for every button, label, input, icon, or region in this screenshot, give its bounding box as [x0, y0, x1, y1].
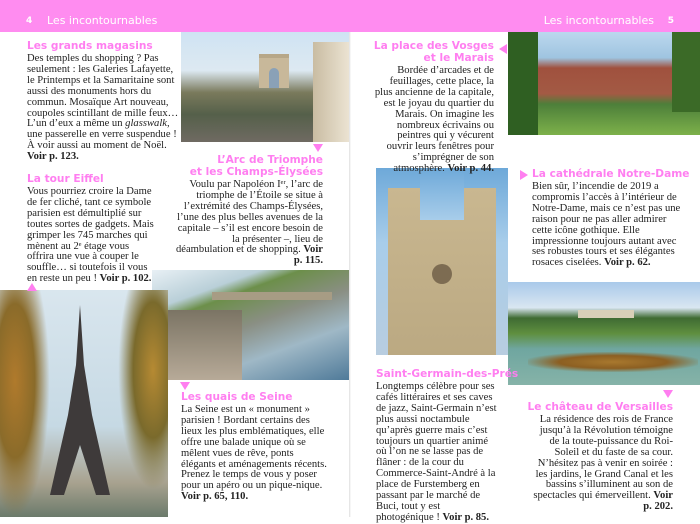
page-reference: Voir p. 102.: [99, 273, 152, 285]
photo-quais-de-seine: [152, 270, 349, 380]
page-reference: Voir p. 123.: [27, 151, 79, 163]
title-grands-magasins: Les grands magasins: [27, 40, 153, 52]
title-line: et les Champs-Élysées: [189, 166, 323, 178]
photo-place-des-vosges: [508, 32, 700, 135]
title-tour-eiffel: La tour Eiffel: [27, 173, 104, 185]
text-grands-magasins: [27, 54, 179, 163]
title-place-des-vosges: [374, 40, 494, 64]
body-text: une passerelle en verre suspendue ! À voir aussi au moment de Noël.: [27, 129, 177, 152]
text-tour-eiffel: [27, 187, 157, 285]
text-saint-germain: [376, 382, 498, 524]
title-versailles: Le château de Versailles: [527, 401, 673, 413]
text-notre-dame: [532, 182, 682, 269]
body-text: La Seine est un « monument » parisien ! Bordant certains des lieux les plus emblématiques, elle offre une balade unique où se mêlent vues de rêve, ponts élégants et aménagements récents. Prenez le temps de vous y poser pour un apéro ou un pique-nique.: [181, 404, 327, 492]
page-reference: Voir p. 85.: [442, 511, 490, 523]
title-saint-germain: Saint-Germain-des-Prés: [376, 368, 519, 380]
body-text: Bien sûr, l’incendie de 2019 a compromis l’accès à l’intérieur de Notre-Dame, mais ce n’est pas une raison pour ne pas aller admirer cette icône gothique. Elle impressionne toujours autant avec ses robustes tours et ses élégantes rosaces ciselées.: [532, 181, 681, 269]
title-arc-de-triomphe: [190, 154, 323, 178]
text-place-des-vosges: [370, 66, 494, 175]
photo-versailles: [508, 282, 700, 385]
page-reference: Voir p. 65, 110.: [181, 491, 249, 503]
photo-arc-de-triomphe: [181, 32, 349, 142]
text-versailles: [533, 415, 673, 513]
body-text: Des temples du shopping ? Pas seulement : les Galeries Lafayette, le Printemps et la Samaritaine sont aussi des monuments hors du commun. Mosaïque Art nouveau, coupoles scintillant de mille feux… L’un d’eux a même un: [27, 53, 179, 130]
page-number-left: 4: [26, 16, 33, 26]
body-text: Voulu par Napoléon Iᵉʳ, l’arc de triomphe de l’Étoile se situe à l’extrémité des Champs-Élysées, l’une des plus belles avenues de la capitale – s’il est encore besoin de la présenter –, lieu de déambulation et de shopping.: [175, 179, 323, 256]
body-text: Vous pourriez croire la Dame de fer cliché, tant ce symbole parisien est démultiplié sur toutes sortes de gadgets. Mais grimper les 745 marches qui mènent au 2ᵉ étage vous offrira une vue à couper le souffle… si toutefois il vous en reste un peu !: [27, 186, 154, 285]
title-notre-dame: La cathédrale Notre-Dame: [532, 168, 690, 180]
italic-term: glasswalk,: [125, 118, 170, 130]
body-text: Bordée d’arcades et de feuillages, cette place, la plus ancienne de la capitale, est le joyau du quartier du Marais. On imagine les nombreux écrivains ou peintres qui y vécurent ouvrir leurs fenêtres pour s’imprégner de son atmosphère.: [374, 65, 494, 175]
text-quais-de-seine: [181, 405, 331, 503]
eiffel-tower-icon: [40, 305, 120, 505]
running-title-left: Les incontournables: [47, 14, 158, 27]
title-quais-de-seine: Les quais de Seine: [181, 391, 293, 403]
running-title-right: Les incontournables: [543, 14, 654, 27]
page-reference: Voir p. 115.: [293, 244, 323, 267]
text-arc-de-triomphe: [175, 180, 323, 267]
page-gutter: [349, 32, 351, 517]
title-line: et le Marais: [423, 52, 494, 64]
triangle-right-icon: [520, 170, 528, 180]
triangle-down-icon: [180, 382, 190, 390]
triangle-left-icon: [499, 44, 507, 54]
page-number-right: 5: [667, 16, 674, 26]
photo-notre-dame: [376, 168, 508, 355]
title-line: La place des Vosges: [373, 40, 494, 52]
page-reference: Voir p. 44.: [447, 163, 494, 175]
page-reference: Voir p. 202.: [643, 490, 673, 513]
page-reference: Voir p. 62.: [604, 257, 651, 269]
body-text: Longtemps célèbre pour ses cafés littéraires et ses caves de jazz, Saint-Germain n’est plus aussi noctambule qu’après guerre mais c’est toujours un quartier animé où l’on ne se lasse pas de flâner : de la cour du Commerce-Saint-André à la place de Furstemberg en passant par le marché de Buci, tout y est photogénique !: [376, 381, 497, 523]
title-line: L’Arc de Triomphe: [217, 154, 323, 166]
triangle-down-icon: [313, 144, 323, 152]
photo-tour-eiffel: [0, 290, 168, 517]
triangle-up-icon: [27, 283, 37, 291]
body-text: La résidence des rois de France jusqu’à la Révolution témoigne de la toute-puissance du Roi-Soleil et du faste de sa cour. N’hésitez pas à venir en soirée : les jardins, le Grand Canal et les bassins s’illuminent au son de spectacles qui émerveillent.: [533, 414, 673, 502]
triangle-down-icon: [663, 390, 673, 398]
